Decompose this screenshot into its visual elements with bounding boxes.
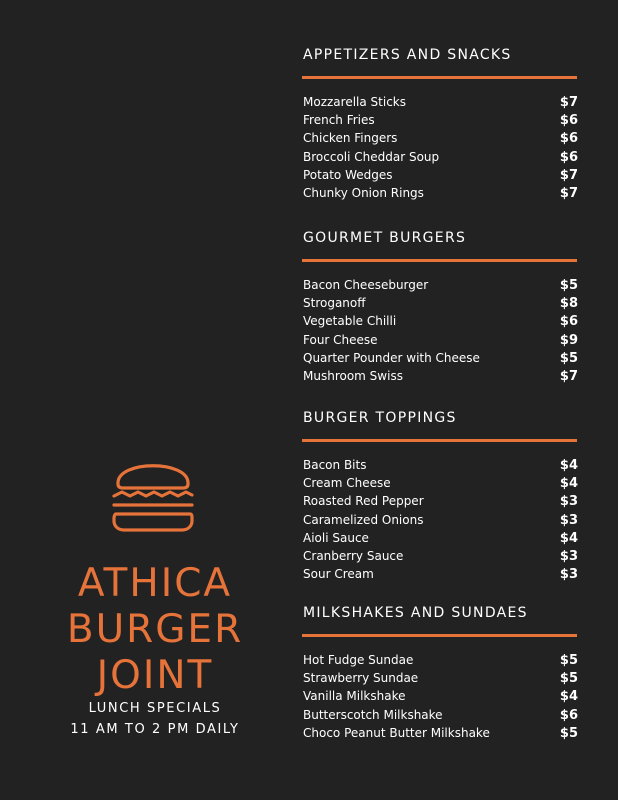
item-list (303, 651, 578, 742)
menu-item (303, 724, 578, 742)
menu-item (303, 474, 578, 492)
section-divider (302, 439, 577, 442)
item-list (303, 276, 578, 385)
item-name: Cranberry Sauce (303, 548, 404, 563)
menu-item (303, 687, 578, 705)
section-appetizers (303, 46, 578, 201)
item-price: $3 (559, 548, 578, 564)
item-name: Aioli Sauce (303, 530, 369, 545)
menu-item (303, 331, 578, 349)
item-price: $5 (559, 671, 578, 687)
item-price: $6 (559, 314, 578, 330)
menu-item (303, 547, 578, 565)
item-name: Strawberry Sundae (303, 671, 419, 686)
item-name: Potato Wedges (303, 167, 393, 182)
menu-item (303, 166, 578, 184)
item-name: Cream Cheese (303, 476, 391, 491)
item-price: $7 (559, 167, 578, 183)
hours: 11 AM TO 2 PM DAILY (70, 722, 240, 737)
item-price: $5 (559, 653, 578, 668)
item-price: $5 (559, 725, 578, 741)
item-price: $7 (559, 95, 578, 110)
item-price: $3 (559, 567, 578, 583)
item-list (303, 456, 578, 583)
item-name: Mushroom Swiss (303, 368, 403, 383)
item-name: Chunky Onion Rings (303, 185, 424, 200)
menu-item (303, 276, 578, 294)
item-name: Sour Cream (303, 567, 374, 582)
menu-item (303, 129, 578, 147)
section-divider (302, 76, 577, 79)
menu-item (303, 111, 578, 129)
menu-item (303, 565, 578, 583)
item-price: $4 (559, 458, 578, 473)
section-title: MILKSHAKES AND SUNDAES (303, 605, 528, 621)
section-title: GOURMET BURGERS (303, 230, 467, 246)
item-name: Vanilla Milkshake (303, 689, 406, 704)
menu-item (303, 294, 578, 312)
section-title: APPETIZERS AND SNACKS (303, 47, 512, 63)
item-name: Bacon Cheeseburger (303, 278, 429, 292)
item-price: $3 (559, 512, 578, 528)
item-name: Broccoli Cheddar Soup (303, 149, 440, 164)
brand-name-line-2: BURGER (66, 607, 244, 652)
menu-item (303, 529, 578, 547)
item-name: Mozzarella Sticks (303, 95, 406, 109)
section-gourmet-burgers (303, 229, 578, 384)
item-name: Stroganoff (303, 296, 366, 311)
item-price: $3 (559, 494, 578, 510)
item-price: $6 (559, 113, 578, 129)
brand-name-line-1: ATHICA (77, 561, 233, 606)
item-price: $5 (559, 278, 578, 293)
menu-item (303, 148, 578, 166)
item-price: $4 (559, 476, 578, 492)
item-price: $6 (559, 149, 578, 165)
burger-icon (106, 450, 200, 540)
item-name: Quarter Pounder with Cheese (303, 350, 480, 365)
brand-name-line-3: JOINT (96, 653, 214, 698)
item-price: $9 (559, 332, 578, 348)
item-price: $4 (559, 530, 578, 546)
item-name: Choco Peanut Butter Milkshake (303, 725, 490, 740)
menu-item (303, 706, 578, 724)
item-name: Butterscotch Milkshake (303, 707, 443, 722)
menu-item (303, 492, 578, 510)
item-name: Bacon Bits (303, 458, 367, 472)
item-price: $4 (559, 689, 578, 705)
item-price: $8 (559, 296, 578, 312)
menu-item (303, 651, 578, 669)
brand-name (30, 561, 280, 699)
section-title: BURGER TOPPINGS (303, 410, 457, 426)
tagline: LUNCH SPECIALS (88, 701, 222, 716)
menu-item (303, 349, 578, 367)
section-burger-toppings (303, 409, 578, 583)
item-name: Roasted Red Pepper (303, 494, 424, 509)
menu-item (303, 511, 578, 529)
item-price: $5 (559, 350, 578, 366)
menu-item (303, 93, 578, 111)
menu-item (303, 312, 578, 330)
menu-item (303, 456, 578, 474)
item-price: $7 (559, 185, 578, 201)
item-price: $6 (559, 707, 578, 723)
menu-item (303, 184, 578, 202)
item-name: Vegetable Chilli (303, 314, 397, 329)
section-milkshakes-sundaes (303, 604, 578, 741)
section-divider (302, 634, 577, 637)
item-name: French Fries (303, 113, 375, 128)
item-price: $7 (559, 368, 578, 384)
item-name: Hot Fudge Sundae (303, 653, 414, 667)
item-name: Caramelized Onions (303, 512, 424, 527)
item-name: Four Cheese (303, 332, 378, 347)
item-list (303, 93, 578, 202)
item-price: $6 (559, 131, 578, 147)
menu-item (303, 669, 578, 687)
section-divider (302, 259, 577, 262)
item-name: Chicken Fingers (303, 131, 398, 146)
menu-item (303, 367, 578, 385)
